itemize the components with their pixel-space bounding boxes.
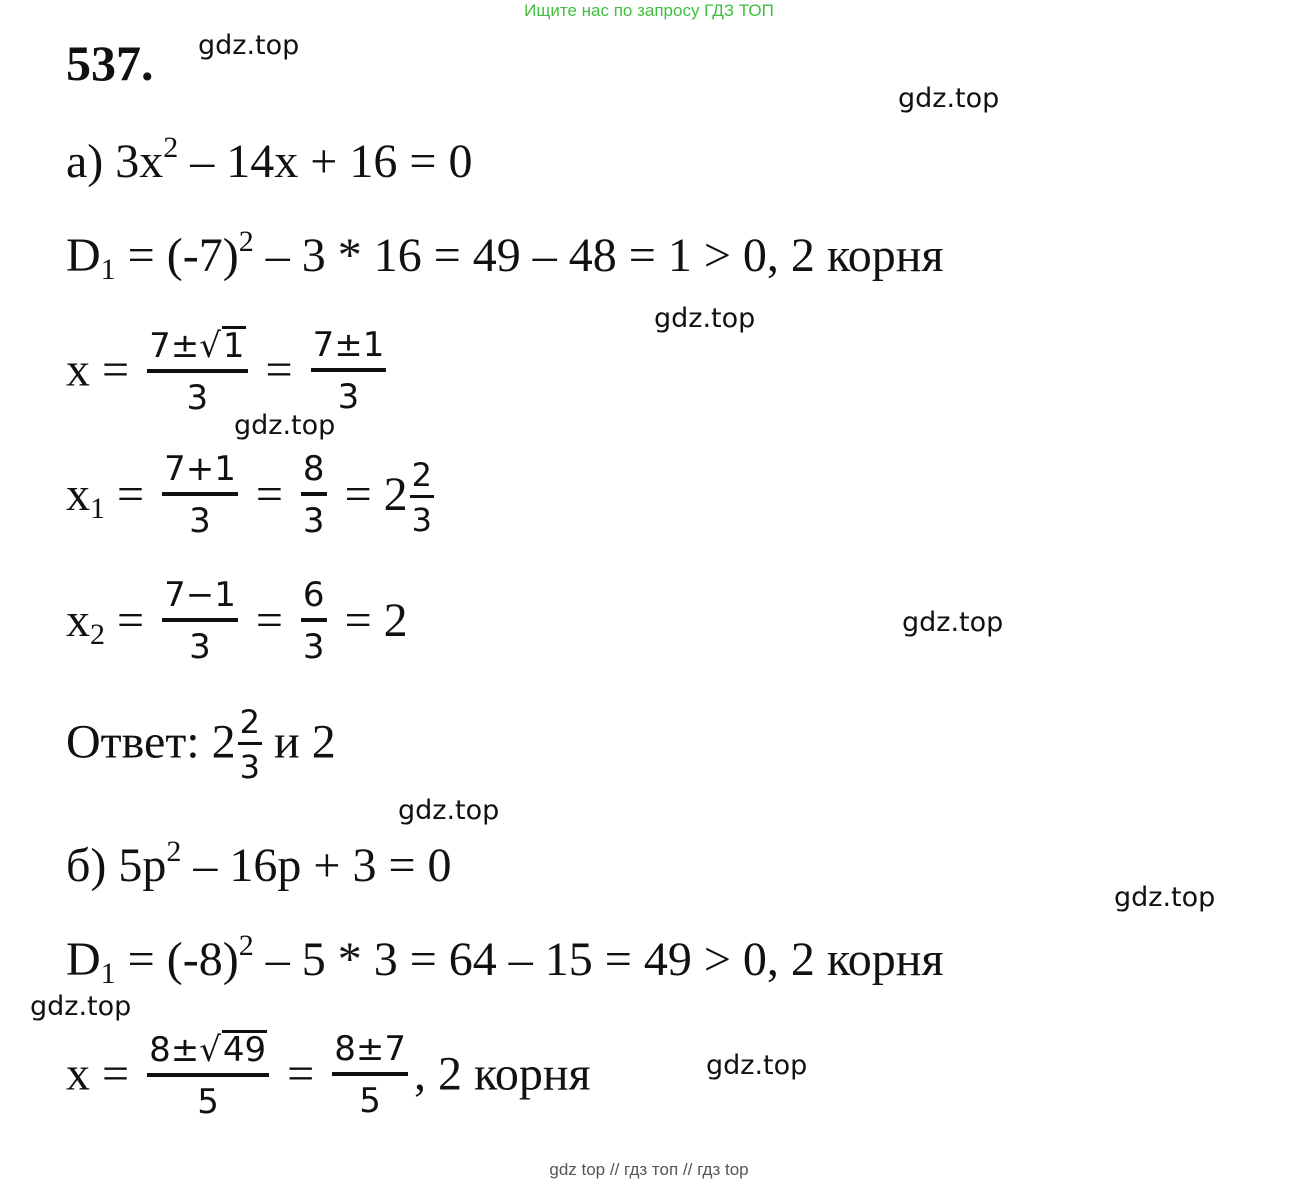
denominator: 3 <box>411 500 432 539</box>
fraction <box>301 575 327 667</box>
discriminant-text: = (-7) <box>115 229 239 282</box>
exponent: 2 <box>238 225 254 258</box>
watermark: gdz.top <box>902 607 1004 638</box>
equals: = <box>255 468 283 522</box>
roots-note: , 2 корня <box>413 1047 591 1101</box>
equals: = 2 <box>344 594 408 648</box>
numerator <box>147 326 247 373</box>
equation-text: б) 5p <box>66 839 167 892</box>
exponent: 2 <box>163 131 179 164</box>
subscript: 1 <box>100 253 116 286</box>
part-a-x-general <box>66 324 392 419</box>
numerator: 2 <box>410 459 434 498</box>
equals: = <box>105 594 145 648</box>
discriminant-text: = (-8) <box>115 933 239 986</box>
numerator <box>147 1030 269 1077</box>
exponent: 2 <box>166 835 182 868</box>
denominator: 3 <box>189 501 211 541</box>
denominator: 3 <box>239 748 260 786</box>
discriminant-symbol: D <box>66 229 101 282</box>
numerator: 8 <box>301 452 327 496</box>
sqrt-symbol: √ <box>199 326 221 366</box>
task-number: 537. <box>66 35 154 91</box>
watermark: gdz.top <box>706 1050 808 1081</box>
watermark: gdz.top <box>654 303 756 334</box>
part-a-x2 <box>66 575 408 668</box>
equals: = <box>255 594 283 648</box>
radicand: 49 <box>222 1030 267 1070</box>
denominator: 5 <box>359 1080 381 1121</box>
footer-separator: // <box>609 1160 620 1179</box>
footer-link[interactable]: гдз top <box>697 1160 749 1179</box>
fraction <box>162 575 238 667</box>
numerator: 2 <box>238 706 262 745</box>
equals: = 2 <box>344 468 408 522</box>
fraction <box>301 449 327 541</box>
variable: x <box>66 468 90 522</box>
numerator: 7±1 <box>311 328 387 372</box>
fraction <box>162 449 238 541</box>
numerator-text: 8± <box>149 1030 200 1070</box>
footer-separator: // <box>682 1160 693 1179</box>
equals: = <box>265 343 293 397</box>
denominator: 3 <box>337 376 360 417</box>
part-b-discriminant <box>66 929 944 990</box>
equals: = <box>105 468 145 522</box>
fraction <box>147 1030 269 1122</box>
discriminant-symbol: D <box>66 933 101 986</box>
numerator-text: 7± <box>149 326 200 366</box>
fraction <box>332 1028 408 1121</box>
denominator: 3 <box>186 378 209 418</box>
answer-text: Ответ: 2 <box>66 715 236 769</box>
numerator: 8±7 <box>332 1032 408 1076</box>
watermark: gdz.top <box>198 30 300 61</box>
watermark: gdz.top <box>1114 882 1216 913</box>
fraction <box>410 455 434 539</box>
radicand: 1 <box>222 326 245 366</box>
subscript: 1 <box>100 957 116 990</box>
discriminant-text: – 3 * 16 = 49 – 48 = 1 > 0, 2 корня <box>253 229 944 282</box>
watermark: gdz.top <box>30 991 132 1022</box>
watermark: gdz.top <box>234 410 336 441</box>
footer-link[interactable]: gdz top <box>549 1160 606 1179</box>
footer-link[interactable]: гдз топ <box>624 1160 679 1179</box>
top-banner: Ищите нас по запросу ГДЗ ТОП <box>524 1 774 20</box>
subscript: 2 <box>90 618 105 652</box>
subscript: 1 <box>90 492 105 526</box>
lhs: x = <box>66 343 130 397</box>
fraction <box>311 324 387 417</box>
watermark: gdz.top <box>898 83 1000 114</box>
answer-text: и 2 <box>262 715 336 769</box>
fraction <box>147 326 247 418</box>
part-a-discriminant <box>66 225 944 286</box>
equation-text: а) 3x <box>66 135 164 188</box>
footer-links <box>0 1160 1298 1180</box>
equation-text: – 16p + 3 = 0 <box>181 839 452 892</box>
denominator: 3 <box>189 627 211 667</box>
equation-text: – 14x + 16 = 0 <box>178 135 473 188</box>
watermark: gdz.top <box>398 795 500 826</box>
exponent: 2 <box>238 929 254 962</box>
part-a-x1 <box>66 449 434 542</box>
part-a-answer <box>66 703 336 786</box>
denominator: 3 <box>302 501 325 541</box>
denominator: 3 <box>302 627 325 667</box>
numerator: 7+1 <box>162 452 238 496</box>
part-a-equation <box>66 131 473 188</box>
part-b-equation <box>66 835 452 892</box>
variable: x <box>66 594 90 648</box>
sqrt-symbol: √ <box>199 1030 221 1070</box>
fraction <box>238 703 262 786</box>
denominator: 5 <box>197 1082 219 1122</box>
equals: = <box>287 1047 315 1101</box>
discriminant-text: – 5 * 3 = 64 – 15 = 49 > 0, 2 корня <box>253 933 944 986</box>
numerator: 6 <box>301 578 327 622</box>
numerator: 7−1 <box>162 578 238 622</box>
lhs: x = <box>66 1047 130 1101</box>
part-b-x-general <box>66 1028 591 1123</box>
